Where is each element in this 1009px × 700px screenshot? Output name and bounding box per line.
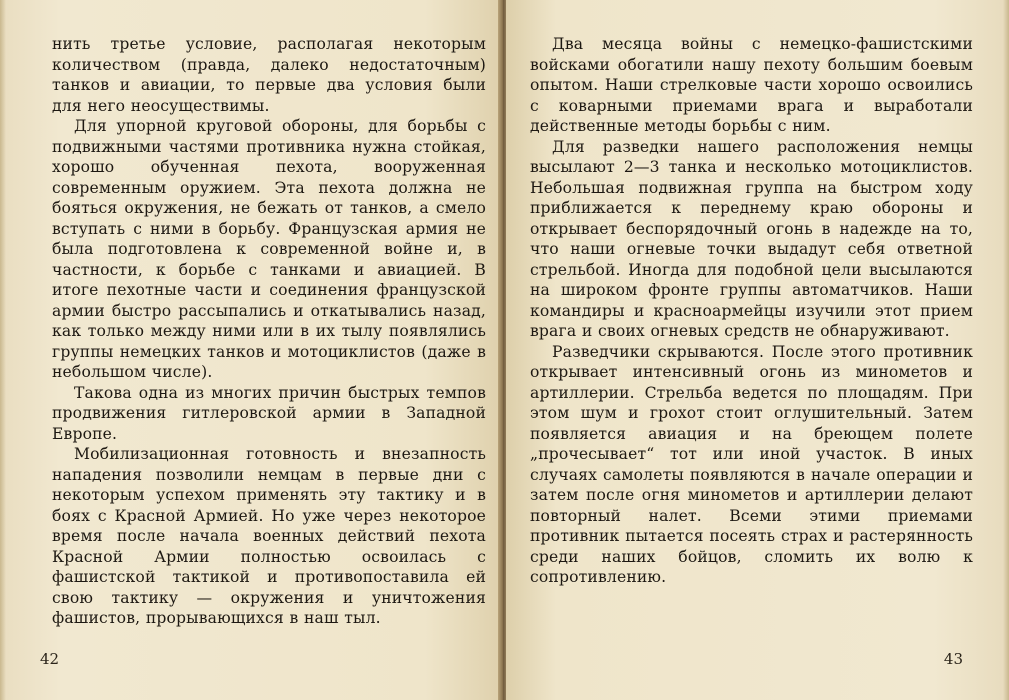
right-paragraph-3: Разведчики скрываются. После этого противник открывает интенсивный огонь из минометов и артиллерии. Стрельба ведется по площадям. При этом шум и грохот стоит оглушительный. Затем появляется авиация и на бреющем полете „прочесывает“ тот или иной участок. В иных случаях самолеты появляются в начале операции и затем после огня минометов и артиллерии делают повторный налет. Всеми этими приемами противник пытается посеять страх и растерянность среди наших бойцов, сломить их волю к сопротивлению.: [530, 342, 973, 586]
left-page-edge: [0, 0, 6, 700]
left-page-number: 42: [40, 650, 60, 668]
right-page-number: 43: [943, 650, 963, 668]
left-paragraph-3: Такова одна из многих причин быстрых темпов продвижения гитлеровской армии в Западной Европе.: [52, 383, 486, 443]
right-page-edge: [1003, 0, 1009, 700]
left-paragraph-2: Для упорной круговой обороны, для борьбы с подвижными частями противника нужна стойкая, хорошо обученная пехота, вооруженная современным оружием. Эта пехота должна не бояться окружения, не бежать от танков, а смело вступать с ними в борьбу. Французская армия не была подготовлена к современной войне и, в частности, к борьбе с танками и авиацией. В итоге пехотные части и соединения французской армии быстро рассыпались и откатывались назад, как только между ними или в их тылу появлялись группы немецких танков и мотоциклистов (даже в небольшом числе).: [52, 117, 486, 381]
right-paragraph-2: Для разведки нашего расположения немцы высылают 2—3 танка и несколько мотоциклистов. Небольшая подвижная группа на быстром ходу приближается к переднему краю обороны и открывает беспорядочный огонь в надежде на то, что наши огневые точки выдадут себя ответной стрельбой. Иногда для подобной цели высылаются на широком фронте группы автоматчиков. Наши командиры и красноармейцы изучили этот прием врага и своих огневых средств не обнаруживают.: [530, 137, 973, 340]
left-paragraph-1: нить третье условие, располагая некоторым количеством (правда, далеко недостаточным) танков и авиации, то первые два условия были для него неосуществимы.: [52, 35, 486, 115]
right-paragraph-1: Два месяца войны с немецко-фашистскими войсками обогатили нашу пехоту большим боевым опытом. Наши стрелковые части хорошо освоились с коварными приемами врага и выработали действенные методы борьбы с ним.: [530, 35, 973, 135]
right-page: [506, 0, 1009, 700]
left-paragraph-4: Мобилизационная готовность и внезапность нападения позволили немцам в первые дни с некоторым успехом применять эту тактику и в боях с Красной Армией. Но уже через некоторое время после начала военных действий пехота Красной Армии полностью освоилась с фашистской тактикой и противопоставила ей свою тактику — окружения и уничтожения фашистов, прорывающихся в наш тыл.: [52, 445, 486, 627]
left-page: [0, 0, 500, 700]
